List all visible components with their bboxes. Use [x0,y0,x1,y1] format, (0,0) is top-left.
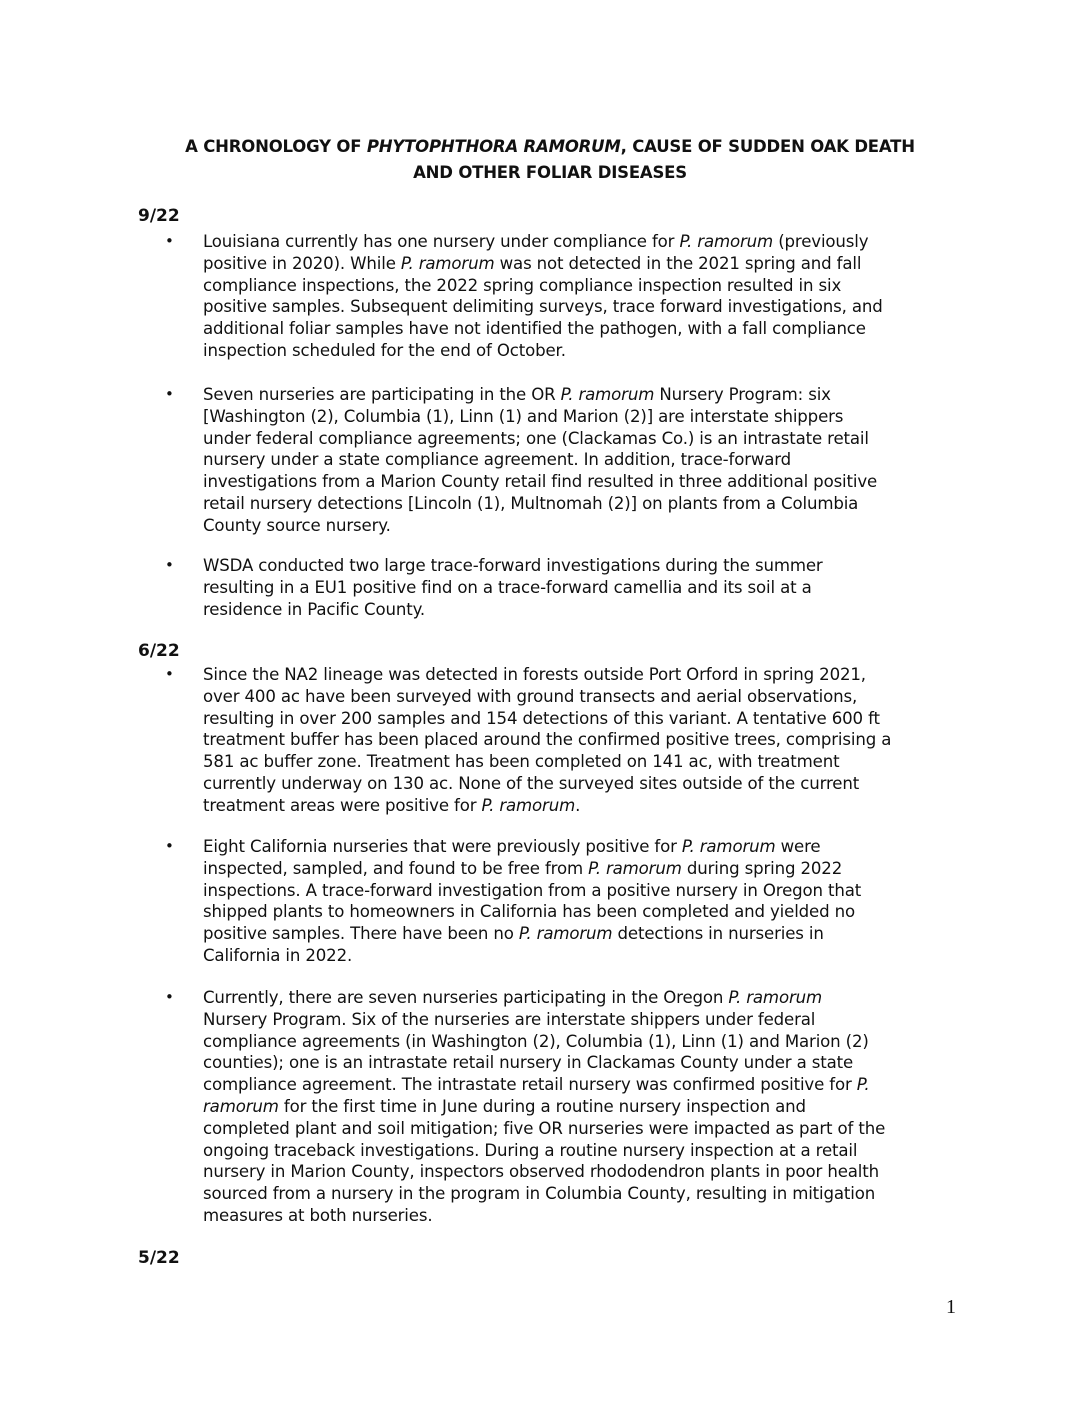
text-run: during spring 2022 [681,858,843,878]
italic-text: P. ramorum [560,385,655,404]
text-run: were [775,837,821,856]
italic-text: P. [856,1075,870,1095]
bullet-item [165,664,965,817]
text-run: currently underway on 130 ac. None of the surveyed sites outside of the current [203,773,860,793]
text-run: sourced from a nursery in the program in Columbia County, resulting in mitigation [203,1184,876,1204]
text-run: California in 2022. [203,945,353,965]
text-run: residence in Pacific County. [203,599,426,619]
text-run: was not detected in the 2021 spring and fall [494,253,862,273]
italic-text: P. ramorum [588,858,682,878]
text-run: treatment buffer has been placed around the confirmed positive trees, comprising a [203,730,892,750]
bullet-item [165,987,965,1227]
text-run: compliance agreements (in Washington (2), Columbia (1), Linn (1) and Marion (2) [203,1031,869,1051]
text-run: additional foliar samples have not identified the pathogen, with a fall compliance [203,319,866,339]
text-run: inspections. A trace-forward investigation from a positive nursery in Oregon that [203,880,862,900]
text-run: shipped plants to homeowners in California has been completed and yielded no [203,902,855,922]
text-run: positive in 2020). While [203,253,401,273]
text-run: nursery under a state compliance agreement. In addition, trace-forward [203,450,792,470]
section-date: 5/22 [138,1248,180,1268]
text-run: Currently, there are seven nurseries participating in the Oregon [203,988,729,1007]
text-run: counties); one is an intrastate retail nursery in Clackamas County under a state [203,1053,854,1073]
italic-text: ramorum [203,1096,279,1116]
text-run: ongoing traceback investigations. During a routine nursery inspection at a retail [203,1140,858,1160]
italic-text: P. ramorum [518,924,613,944]
text-run: treatment areas were positive for [203,795,482,815]
section-date: 6/22 [138,641,180,661]
bullet-text [203,231,965,362]
bullet-text [203,987,965,1227]
italic-text: P. ramorum [679,232,774,251]
italic-text: P. ramorum [481,795,576,815]
bullet-dot: • [165,556,174,574]
text-run: nursery in Marion County, inspectors observed rhododendron plants in poor health [203,1162,879,1182]
bullet-dot: • [165,232,174,250]
text-run: investigations from a Marion County retail find resulted in three additional positive [203,472,878,492]
text-run: positive samples. There have been no [203,924,519,944]
text-run: positive samples. Subsequent delimiting surveys, trace forward investigations, and [203,297,883,317]
bullet-dot: • [165,665,174,683]
text-run: under federal compliance agreements; one (Clackamas Co.) is an intrastate retail [203,428,869,448]
italic-text: P. ramorum [400,253,495,273]
bullet-text [203,555,965,620]
text-run: compliance agreement. The intrastate retail nursery was confirmed positive for [203,1075,857,1095]
text-run: detections in nurseries in [612,924,824,944]
text-run: for the first time in June during a routine nursery inspection and [278,1096,806,1116]
italic-text: P. ramorum [681,837,776,856]
text-run: Since the NA2 lineage was detected in forests outside Port Orford in spring 2021, [203,665,866,684]
text-run: measures at both nurseries. [203,1205,433,1225]
text-run: compliance inspections, the 2022 spring compliance inspection resulted in six [203,275,842,295]
section-date: 9/22 [138,206,180,226]
text-run: . [575,795,581,815]
italic-text: P. ramorum [728,988,823,1007]
bullet-text [203,384,965,537]
bullet-item [165,384,965,537]
text-run: inspection scheduled for the end of October. [203,340,566,360]
text-run: (previously [773,232,869,251]
title-text-1: A CHRONOLOGY OF [185,137,367,156]
title-text-2: , CAUSE OF SUDDEN OAK DEATH [620,137,915,156]
text-run: over 400 ac have been surveyed with ground transects and aerial observations, [203,686,858,706]
bullet-text [203,836,965,967]
bullet-item [165,231,965,362]
text-run: completed plant and soil mitigation; five OR nurseries were impacted as part of the [203,1118,886,1138]
text-run: Nursery Program. Six of the nurseries are interstate shippers under federal [203,1009,816,1029]
text-run: retail nursery detections [Lincoln (1), Multnomah (2)] on plants from a Columbia [203,493,859,513]
bullet-dot: • [165,988,174,1006]
text-run: WSDA conducted two large trace-forward investigations during the summer [203,556,823,575]
text-run: 581 ac buffer zone. Treatment has been completed on 141 ac, with treatment [203,752,840,772]
text-run: Eight California nurseries that were previously positive for [203,837,682,856]
bullet-item [165,836,965,967]
text-run: inspected, sampled, and found to be free from [203,858,589,878]
text-run: County source nursery. [203,515,391,535]
page-number: 1 [946,1296,956,1318]
title-line-2: AND OTHER FOLIAR DISEASES [413,163,687,182]
text-run: Louisiana currently has one nursery under compliance for [203,232,680,251]
text-run: [Washington (2), Columbia (1), Linn (1) and Marion (2)] are interstate shippers [203,406,844,426]
text-run: Nursery Program: six [654,385,831,404]
text-run: resulting in over 200 samples and 154 detections of this variant. A tentative 600 ft [203,708,880,728]
text-run: Seven nurseries are participating in the OR [203,385,561,404]
bullet-item [165,555,965,620]
document-title [140,134,960,186]
bullet-dot: • [165,385,174,403]
text-run: resulting in a EU1 positive find on a trace-forward camellia and its soil at a [203,577,812,597]
bullet-dot: • [165,837,174,855]
bullet-text [203,664,965,817]
title-italic: PHYTOPHTHORA RAMORUM [366,137,621,156]
